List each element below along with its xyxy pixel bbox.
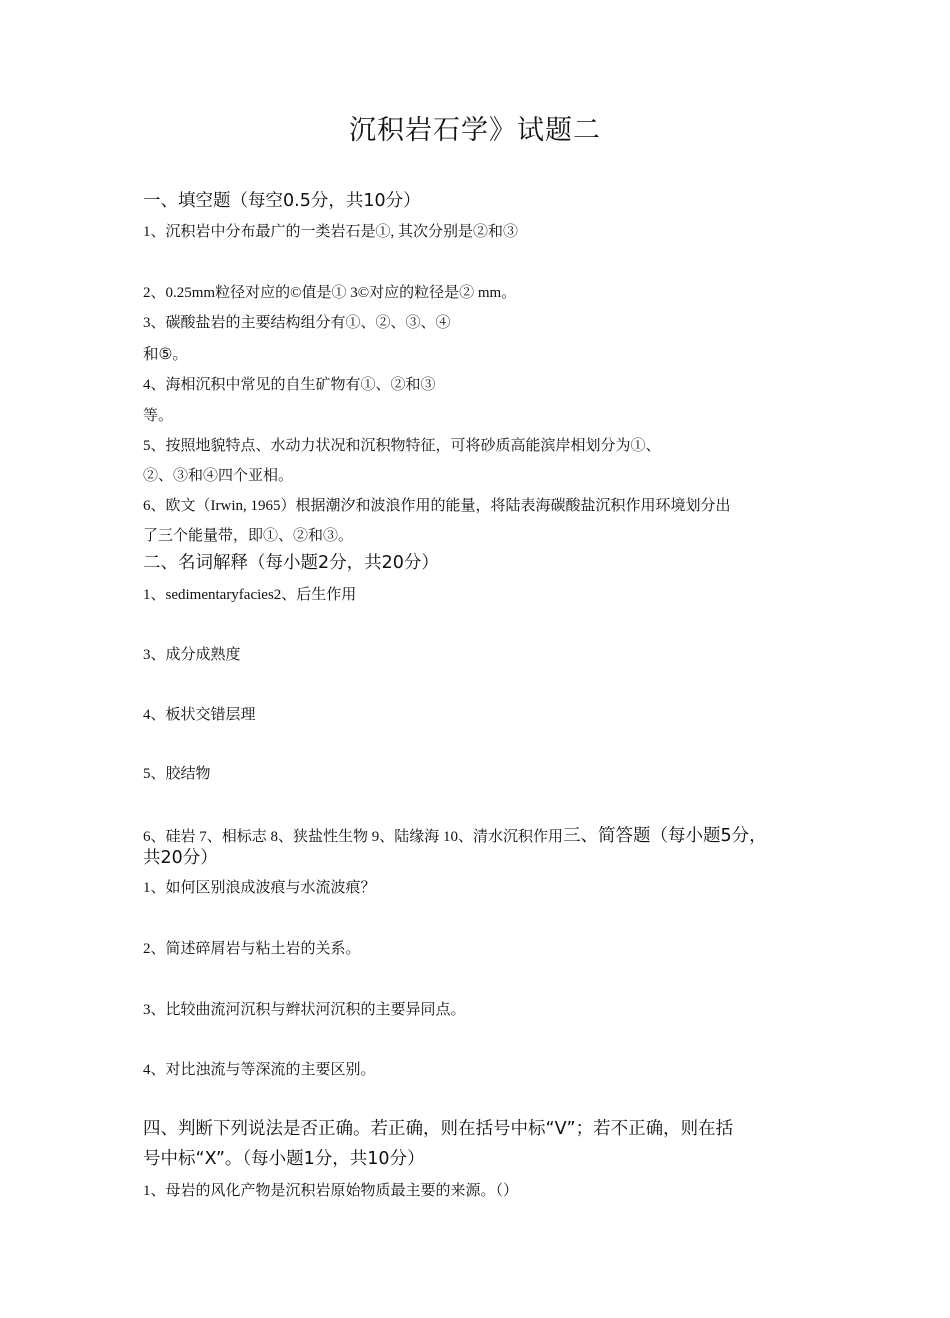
question-2-6-text: 6、硅岩 7、相标志 8、狭盐性生物 9、陆缘海 10、清水沉积作用 xyxy=(143,829,564,845)
question-1-4-continued: 等。 xyxy=(143,408,174,424)
question-1-6-continued: 了三个能量带，即①、②和③。 xyxy=(143,528,354,544)
section-heading-fill-in-blank: 一、填空题（每空0.5分，共10分） xyxy=(143,191,421,211)
question-2-4: 4、板状交错层理 xyxy=(143,707,256,723)
question-4-1: 1、母岩的风化产物是沉积岩原始物质最主要的来源。（） xyxy=(143,1183,519,1199)
question-1-6: 6、欧文（Irwin, 1965）根据潮汐和波浪作用的能量，将陆表海碳酸盐沉积作用环境划分出 xyxy=(143,498,731,514)
section-heading-true-false-continued: 号中标“X”。（每小题1分，共10分） xyxy=(143,1149,425,1169)
question-1-2: 2、0.25mm粒径对应的©值是① 3©对应的粒径是② mm。 xyxy=(143,285,517,301)
question-1-3-continued: 和⑤。 xyxy=(143,345,188,363)
question-1-4: 4、海相沉积中常见的自生矿物有①、②和③ xyxy=(143,377,436,393)
question-3-2: 2、简述碎屑岩与粘土岩的关系。 xyxy=(143,941,361,957)
question-1-5-continued: ②、③和④四个亚相。 xyxy=(143,468,294,484)
section-heading-term-definitions: 二、名词解释（每小题2分，共20分） xyxy=(143,553,439,573)
question-2-3: 3、成分成熟度 xyxy=(143,647,241,663)
question-2-6-to-10 xyxy=(143,822,767,847)
section-heading-true-false: 四、判断下列说法是否正确。若正确，则在括号中标“V”；若不正确，则在括 xyxy=(143,1119,734,1139)
document-title: 沉积岩石学》试题二 xyxy=(349,115,601,146)
section-heading-short-answer: 三、简答题（每小题5分， xyxy=(563,826,767,846)
question-3-1: 1、如何区别浪成波痕与水流波痕？ xyxy=(143,880,376,896)
question-2-5: 5、胶结物 xyxy=(143,766,211,782)
question-3-4: 4、对比浊流与等深流的主要区别。 xyxy=(143,1062,376,1078)
question-1-1: 1、沉积岩中分布最广的一类岩石是①, 其次分别是②和③ xyxy=(143,224,519,240)
question-1-3: 3、碳酸盐岩的主要结构组分有①、②、③、④ xyxy=(143,315,451,331)
section-heading-short-answer-continued: 共20分） xyxy=(143,848,218,868)
question-2-1: 1、sedimentaryfacies2、后生作用 xyxy=(143,587,357,603)
question-3-3: 3、比较曲流河沉积与辫状河沉积的主要异同点。 xyxy=(143,1002,466,1018)
question-1-5: 5、按照地貌特点、水动力状况和沉积物特征，可将砂质高能滨岸相划分为①、 xyxy=(143,438,661,454)
